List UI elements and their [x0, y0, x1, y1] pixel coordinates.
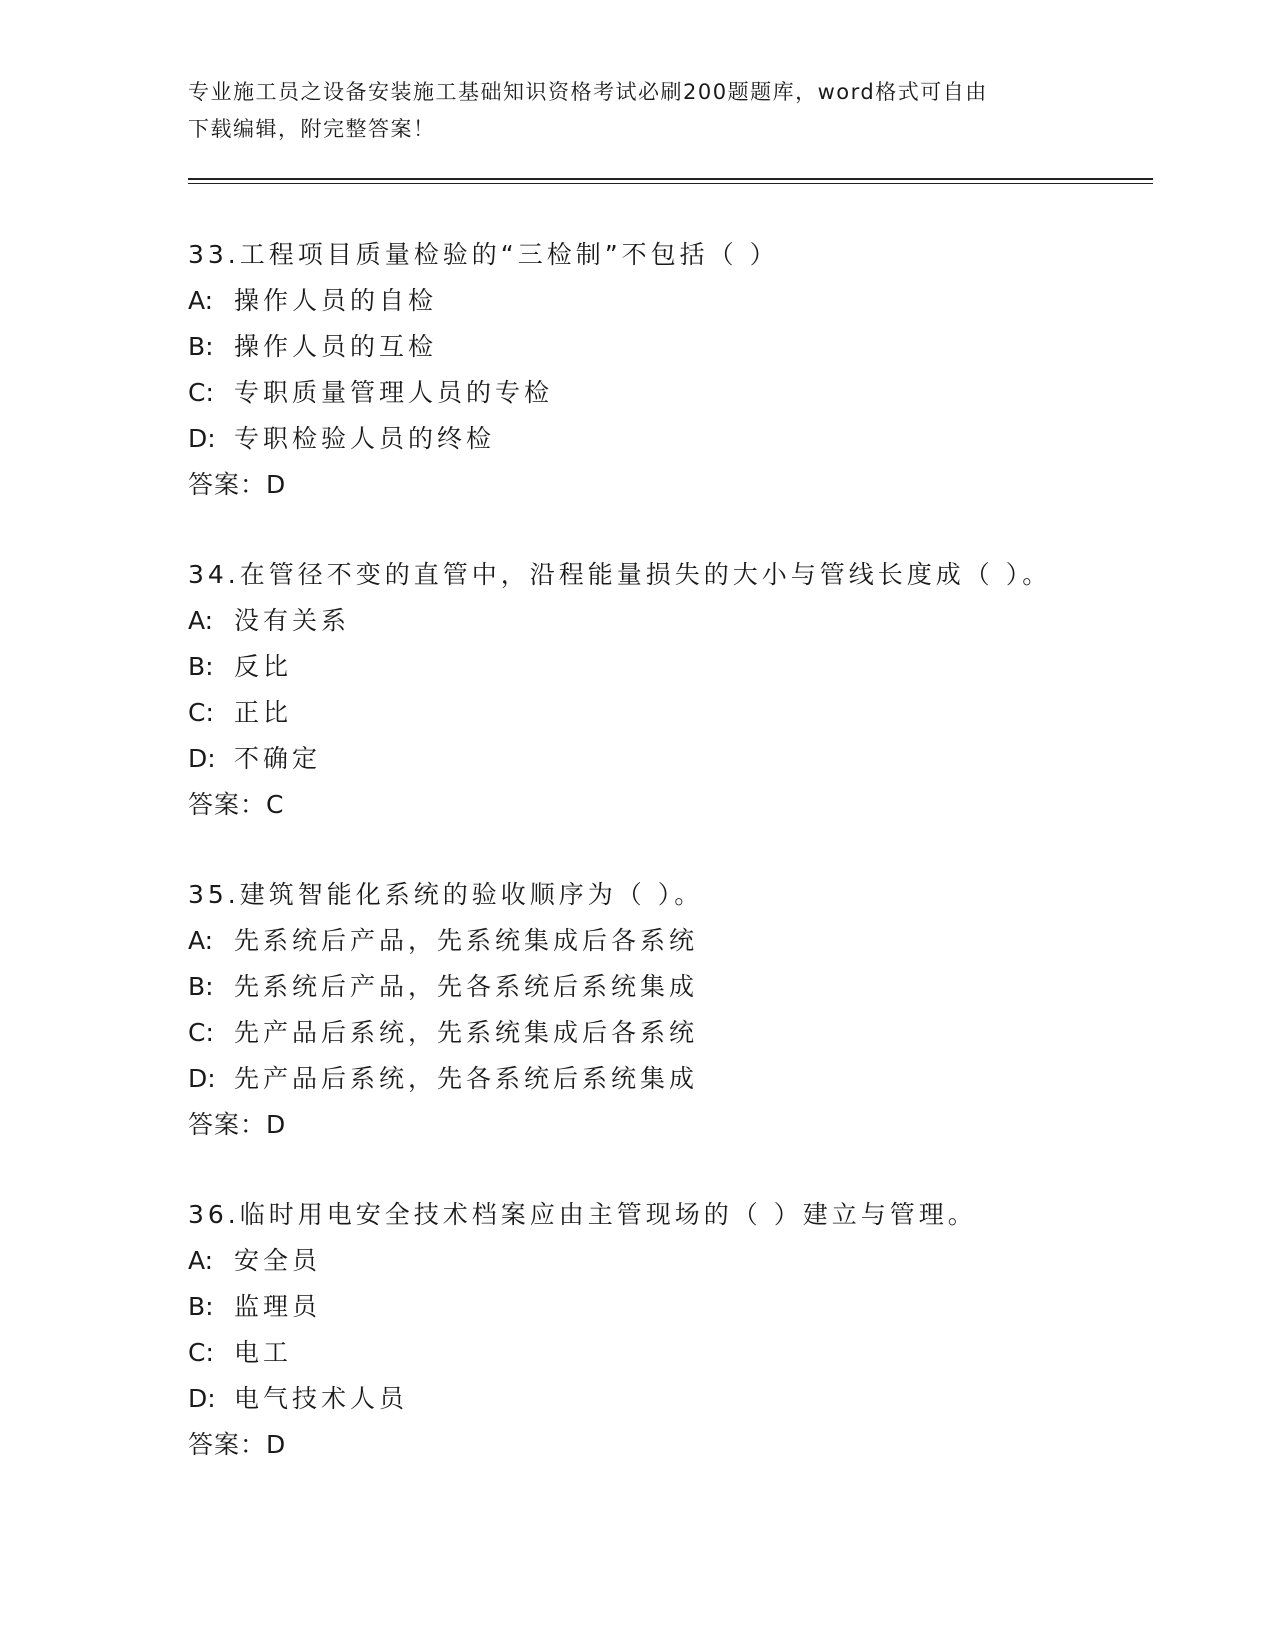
question-stem: 34.在管径不变的直管中，沿程能量损失的大小与管线长度成（ ）。: [188, 560, 1052, 589]
option-d: [188, 736, 1188, 782]
option-key: B:: [188, 1292, 214, 1321]
option-b: [188, 324, 1188, 370]
option-text: 先产品后系统，先系统集成后各系统: [234, 1018, 699, 1047]
option-d: [188, 416, 1188, 462]
option-b: [188, 1284, 1188, 1330]
answer-line: 答案：D: [188, 470, 287, 499]
option-text: 专职检验人员的终检: [234, 424, 496, 453]
option-a: [188, 1238, 1188, 1284]
option-b: [188, 644, 1188, 690]
question-block: [188, 1192, 1188, 1468]
answer-line: 答案：D: [188, 1110, 287, 1139]
option-key: C:: [188, 698, 214, 727]
option-c: [188, 1330, 1188, 1376]
header-line-2: 下载编辑，附完整答案！: [188, 117, 436, 141]
option-text: 电气技术人员: [234, 1384, 409, 1413]
question-stem: 33.工程项目质量检验的“三检制”不包括（ ）: [188, 240, 779, 269]
question-stem: 36.临时用电安全技术档案应由主管现场的（ ）建立与管理。: [188, 1200, 977, 1229]
option-d: [188, 1056, 1188, 1102]
option-key: C:: [188, 1338, 214, 1367]
option-text: 不确定: [234, 744, 322, 773]
option-c: [188, 370, 1188, 416]
option-text: 反比: [234, 652, 293, 681]
option-text: 没有关系: [234, 606, 351, 635]
option-c: [188, 690, 1188, 736]
option-text: 监理员: [234, 1292, 322, 1321]
option-text: 操作人员的互检: [234, 332, 438, 361]
option-text: 先系统后产品，先系统集成后各系统: [234, 926, 699, 955]
option-text: 正比: [234, 698, 293, 727]
document-header: [188, 74, 1088, 148]
option-a: [188, 278, 1188, 324]
option-key: C:: [188, 378, 214, 407]
option-c: [188, 1010, 1188, 1056]
option-key: A:: [188, 926, 214, 955]
option-text: 专职质量管理人员的专检: [234, 378, 554, 407]
question-block: [188, 232, 1188, 508]
answer-line: 答案：D: [188, 1430, 287, 1459]
option-text: 安全员: [234, 1246, 322, 1275]
option-d: [188, 1376, 1188, 1422]
option-key: C:: [188, 1018, 214, 1047]
option-text: 先产品后系统，先各系统后系统集成: [234, 1064, 699, 1093]
option-b: [188, 964, 1188, 1010]
header-line-1: 专业施工员之设备安装施工基础知识资格考试必刷200题题库，word格式可自由: [188, 80, 988, 104]
option-key: D:: [188, 1384, 216, 1413]
option-key: A:: [188, 286, 214, 315]
header-divider: [188, 178, 1153, 184]
option-key: B:: [188, 332, 214, 361]
option-key: D:: [188, 1064, 216, 1093]
option-key: A:: [188, 606, 214, 635]
option-key: D:: [188, 424, 216, 453]
option-text: 先系统后产品，先各系统后系统集成: [234, 972, 699, 1001]
question-block: [188, 872, 1188, 1148]
option-key: B:: [188, 972, 214, 1001]
option-a: [188, 918, 1188, 964]
option-a: [188, 598, 1188, 644]
question-stem: 35.建筑智能化系统的验收顺序为（ ）。: [188, 880, 704, 909]
option-key: B:: [188, 652, 214, 681]
question-block: [188, 552, 1188, 828]
option-text: 操作人员的自检: [234, 286, 438, 315]
option-key: D:: [188, 744, 216, 773]
option-key: A:: [188, 1246, 214, 1275]
option-text: 电工: [234, 1338, 293, 1367]
answer-line: 答案：C: [188, 790, 285, 819]
